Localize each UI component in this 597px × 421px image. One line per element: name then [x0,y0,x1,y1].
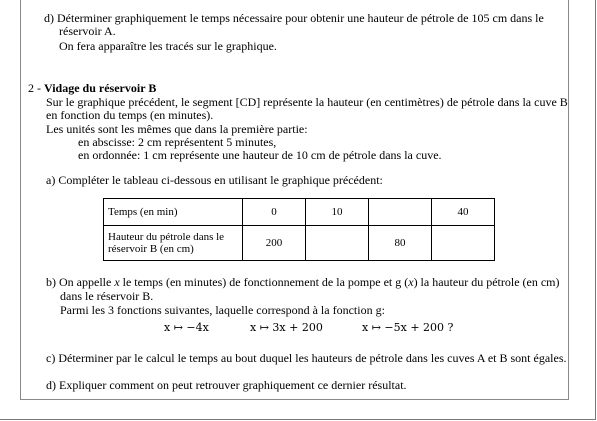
part1-question-d-line3: On fera apparaître les tracés sur le graphique. [59,39,277,53]
table-header-height [104,226,243,261]
function-option-2: x ↦ 3x + 200 [250,321,323,334]
table-header-time: Temps (en min) [104,199,243,226]
part2-question-b-line2: dans le réservoir B. [60,289,154,303]
function-option-3: x ↦ −5x + 200 ? [362,321,454,334]
part2-heading-title: Vidage du réservoir B [44,81,157,95]
table-row [104,226,495,261]
table-cell [306,226,369,261]
table-cell: 80 [369,226,432,261]
table-header-height-line2: réservoir B (en cm) [108,243,194,255]
part1-question-d-line2: réservoir A. [59,24,116,38]
part2-question-c: c) Déterminer par le calcul le temps au bout duquel les hauteurs de pétrole dans les cuves A et B sont égales. [46,351,567,365]
table-cell: 0 [243,199,306,226]
part2-heading-prefix [28,82,156,95]
table-header-height-line1: Hauteur du pétrole dans le [108,231,225,243]
table-cell [369,199,432,226]
part2-heading: 2 - Vidage du réservoir B [28,81,157,95]
table-cell: 40 [432,199,495,226]
part2-ordinate: en ordonnée: 1 cm représente une hauteur de 10 cm de pétrole dans la cuve. [78,148,442,162]
part2-abscissa: en abscisse: 2 cm représentent 5 minutes, [78,135,277,149]
table-cell: 10 [306,199,369,226]
part2-question-a: a) Compléter le tableau ci-dessous en utilisant le graphique précédent: [46,173,383,187]
table-cell [432,226,495,261]
data-table [103,198,495,261]
part2-intro-line1: Sur le graphique précédent, le segment [CD] représente la hauteur (en centimètres) de pétrole dans la cuve B [46,95,568,109]
table-row [104,199,495,226]
part2-units-line: Les unités sont les mêmes que dans la première partie: [46,122,308,136]
part2-question-b-line1: b) On appelle x le temps (en minutes) de fonctionnement de la pompe et g (x) la hauteur du pétrole (en cm) [46,275,560,289]
table-cell: 200 [243,226,306,261]
function-option-1: x ↦ −4x [164,321,209,334]
part2-question-d: d) Expliquer comment on peut retrouver graphiquement ce dernier résultat. [46,378,407,392]
part2-intro-line2: en fonction du temps (en minutes). [46,108,214,122]
part2-question-b-line3: Parmi les 3 fonctions suivantes, laquelle correspond à la fonction g: [60,303,385,317]
part1-question-d-line1: d) Déterminer graphiquement le temps nécessaire pour obtenir une hauteur de pétrole de 105 cm dans le [44,11,544,25]
